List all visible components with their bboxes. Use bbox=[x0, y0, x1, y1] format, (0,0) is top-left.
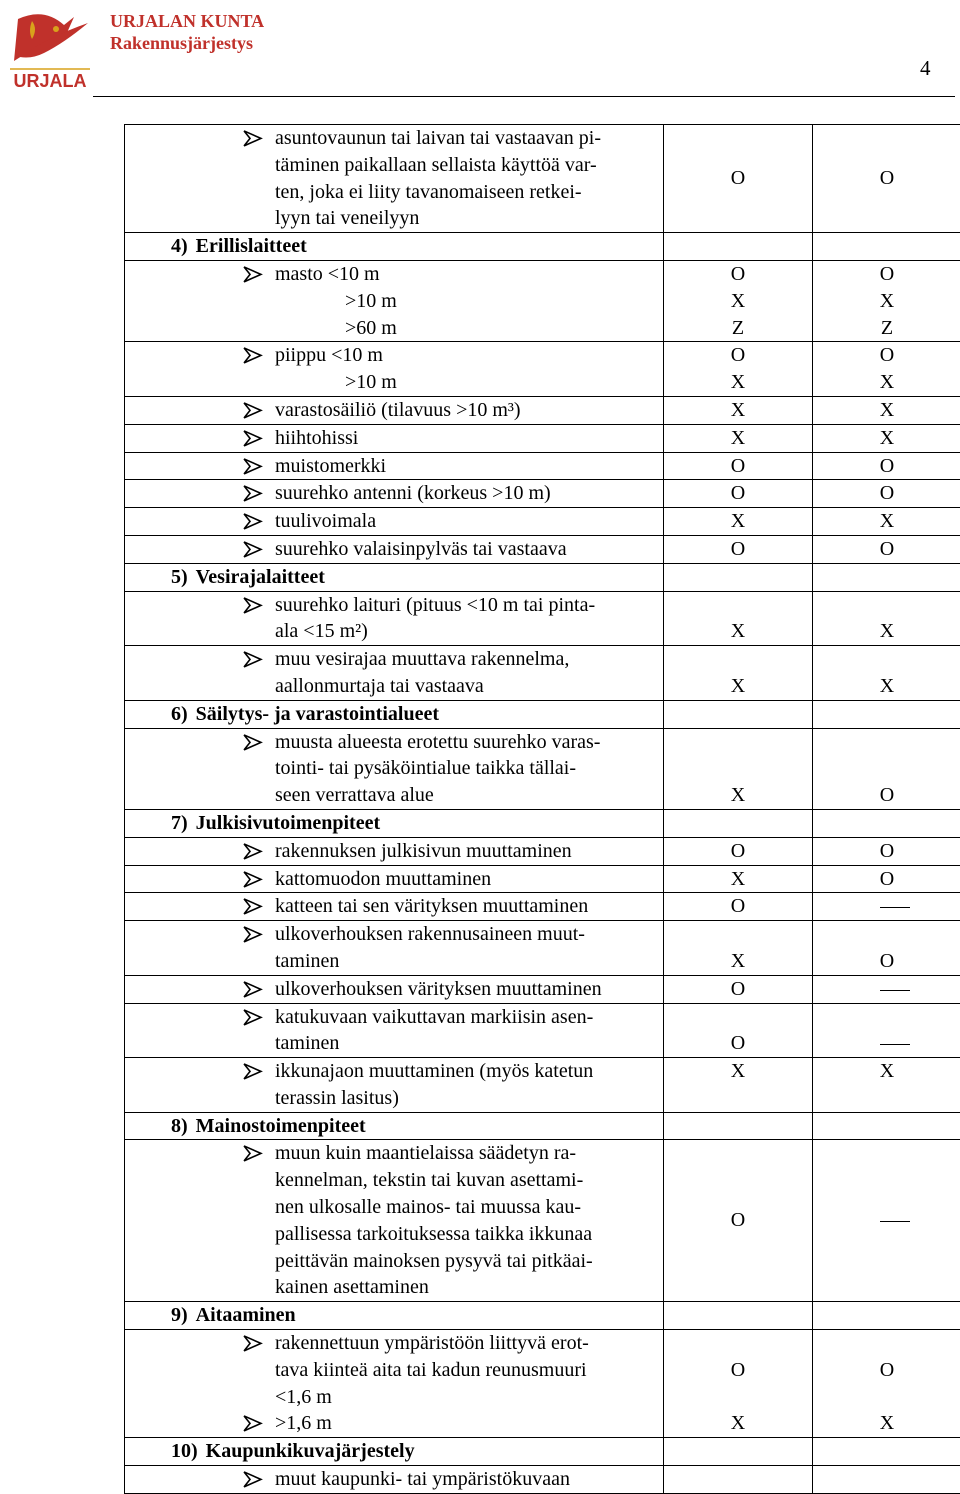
requirement-mark: O bbox=[813, 1357, 960, 1384]
item-cell bbox=[125, 646, 664, 701]
section-cell bbox=[125, 1112, 664, 1140]
requirement-cell-a bbox=[664, 893, 813, 921]
requirement-mark: X bbox=[813, 397, 960, 424]
requirement-cell-b bbox=[813, 728, 960, 809]
list-item bbox=[125, 838, 663, 865]
item-text-line: taminen bbox=[275, 1030, 663, 1057]
requirement-mark: Z bbox=[813, 315, 960, 342]
list-item bbox=[125, 976, 663, 1003]
item-row bbox=[125, 975, 960, 1003]
page-header bbox=[0, 0, 960, 98]
item-sub-line: >60 m bbox=[125, 315, 663, 342]
requirement-mark: X bbox=[664, 673, 812, 700]
requirement-cell-b bbox=[813, 1466, 960, 1494]
item-sub-line: >10 m bbox=[125, 369, 663, 396]
requirement-mark: O bbox=[813, 838, 960, 865]
section-heading bbox=[125, 701, 663, 728]
section-row bbox=[125, 1112, 960, 1140]
requirement-cell-b bbox=[813, 342, 960, 397]
requirement-mark: O bbox=[813, 261, 960, 288]
section-heading bbox=[125, 1302, 663, 1329]
header-divider bbox=[93, 96, 955, 97]
requirement-cell-a bbox=[664, 1140, 813, 1302]
requirement-mark: O bbox=[813, 165, 960, 192]
requirement-cell-b bbox=[813, 1058, 960, 1113]
item-cell bbox=[125, 508, 664, 536]
bullet-arrow-icon bbox=[242, 508, 264, 535]
item-text-line: hiihtohissi bbox=[275, 425, 663, 452]
requirement-mark: X bbox=[664, 369, 812, 396]
page-number: 4 bbox=[920, 56, 931, 81]
section-number: 6) bbox=[171, 703, 188, 725]
empty-cell bbox=[664, 1112, 813, 1140]
requirement-mark: X bbox=[664, 508, 812, 535]
section-title: Aitaaminen bbox=[196, 1304, 296, 1326]
bullet-arrow-icon bbox=[242, 453, 264, 480]
list-item bbox=[125, 866, 663, 893]
item-row bbox=[125, 396, 960, 424]
item-text-line: suurehko valaisinpylväs tai vastaava bbox=[275, 536, 663, 563]
list-item bbox=[125, 261, 663, 288]
bullet-arrow-icon bbox=[242, 1330, 264, 1357]
requirement-mark: X bbox=[813, 425, 960, 452]
item-cell bbox=[125, 260, 664, 341]
item-text-line: masto <10 m bbox=[275, 261, 663, 288]
item-text-line: ulkoverhouksen värityksen muuttaminen bbox=[275, 976, 663, 1003]
requirement-mark: O bbox=[813, 948, 960, 975]
item-cell bbox=[125, 1003, 664, 1058]
requirement-cell-a bbox=[664, 1466, 813, 1494]
requirement-mark: X bbox=[813, 618, 960, 645]
section-number: 4) bbox=[171, 235, 188, 257]
bullet-arrow-icon bbox=[242, 866, 264, 893]
not-required-dash bbox=[813, 976, 960, 1003]
item-cell bbox=[125, 1140, 664, 1302]
requirement-mark: O bbox=[664, 1207, 812, 1234]
list-item bbox=[125, 592, 663, 646]
item-row bbox=[125, 921, 960, 976]
section-title: Vesirajalaitteet bbox=[196, 566, 325, 588]
dash-mark bbox=[880, 1221, 910, 1222]
bullet-arrow-icon bbox=[242, 592, 264, 619]
section-heading bbox=[125, 233, 663, 260]
item-text-line: nen ulkosalle mainos- tai muussa kau- bbox=[275, 1194, 663, 1221]
requirement-cell-a bbox=[664, 591, 813, 646]
requirement-cell-b bbox=[813, 1140, 960, 1302]
requirement-cell-a bbox=[664, 452, 813, 480]
item-cell bbox=[125, 396, 664, 424]
requirement-mark: X bbox=[664, 782, 812, 809]
empty-cell bbox=[813, 700, 960, 728]
item-sub-line: >10 m bbox=[125, 288, 663, 315]
requirement-cell-a bbox=[664, 1330, 813, 1438]
empty-cell bbox=[813, 1438, 960, 1466]
item-row bbox=[125, 646, 960, 701]
empty-cell bbox=[813, 563, 960, 591]
item-text-line: seen verrattava alue bbox=[275, 782, 663, 809]
item-row bbox=[125, 837, 960, 865]
requirement-mark: Z bbox=[664, 315, 812, 342]
item-text-line: ikkunajaon muuttaminen (myös katetun bbox=[275, 1058, 663, 1085]
item-text-line: ala <15 m²) bbox=[275, 618, 663, 645]
requirement-cell-b bbox=[813, 424, 960, 452]
item-text-line: pallisessa tarkoituksessa taikka ikkunaa bbox=[275, 1221, 663, 1248]
bullet-arrow-icon bbox=[242, 976, 264, 1003]
requirement-cell-b bbox=[813, 452, 960, 480]
list-item bbox=[125, 646, 663, 700]
section-number: 5) bbox=[171, 566, 188, 588]
empty-cell bbox=[664, 1302, 813, 1330]
requirement-cell-b bbox=[813, 1003, 960, 1058]
bullet-arrow-icon bbox=[242, 125, 264, 152]
section-title: Kaupunkikuvajärjestely bbox=[206, 1440, 415, 1462]
requirement-mark: O bbox=[664, 165, 812, 192]
bullet-arrow-icon bbox=[242, 1140, 264, 1167]
list-item bbox=[125, 1140, 663, 1301]
item-text-line: katteen tai sen värityksen muuttaminen bbox=[275, 893, 663, 920]
empty-cell bbox=[664, 700, 813, 728]
section-row bbox=[125, 233, 960, 261]
not-required-dash bbox=[813, 1030, 960, 1057]
item-row bbox=[125, 893, 960, 921]
requirement-cell-b bbox=[813, 535, 960, 563]
requirement-mark: O bbox=[813, 536, 960, 563]
requirement-cell-b bbox=[813, 921, 960, 976]
item-text-line: aallonmurtaja tai vastaava bbox=[275, 673, 663, 700]
item-row bbox=[125, 1330, 960, 1438]
bullet-arrow-icon bbox=[242, 921, 264, 948]
item-text-line: ulkoverhouksen rakennusaineen muut- bbox=[275, 921, 663, 948]
requirement-mark: O bbox=[813, 480, 960, 507]
requirement-mark: X bbox=[664, 288, 812, 315]
item-cell bbox=[125, 591, 664, 646]
requirement-mark: O bbox=[664, 536, 812, 563]
item-cell bbox=[125, 342, 664, 397]
requirement-cell-b bbox=[813, 591, 960, 646]
list-item bbox=[125, 125, 663, 232]
list-item bbox=[125, 729, 663, 809]
section-heading bbox=[125, 564, 663, 591]
list-item bbox=[125, 397, 663, 424]
item-text-line: >1,6 m bbox=[275, 1410, 663, 1437]
list-item bbox=[125, 1330, 663, 1410]
item-text-line: rakennuksen julkisivun muuttaminen bbox=[275, 838, 663, 865]
item-cell bbox=[125, 480, 664, 508]
section-title: Säilytys- ja varastointialueet bbox=[196, 703, 439, 725]
org-name: URJALAN KUNTA bbox=[110, 10, 264, 32]
requirement-cell-b bbox=[813, 975, 960, 1003]
item-row bbox=[125, 728, 960, 809]
requirement-mark: O bbox=[664, 261, 812, 288]
empty-cell bbox=[813, 233, 960, 261]
requirement-cell-a bbox=[664, 424, 813, 452]
item-cell bbox=[125, 452, 664, 480]
list-item bbox=[125, 342, 663, 369]
requirement-mark: X bbox=[813, 288, 960, 315]
item-cell bbox=[125, 1466, 664, 1494]
empty-cell bbox=[664, 1438, 813, 1466]
item-text-line: kattomuodon muuttaminen bbox=[275, 866, 663, 893]
section-cell bbox=[125, 1438, 664, 1466]
list-item bbox=[125, 508, 663, 535]
item-text-line: kennelman, tekstin tai kuvan asettami- bbox=[275, 1167, 663, 1194]
list-item bbox=[125, 425, 663, 452]
item-text-line: muu vesirajaa muuttava rakennelma, bbox=[275, 646, 663, 673]
item-text-line: muusta alueesta erotettu suurehko varas- bbox=[275, 729, 663, 756]
section-title: Mainostoimenpiteet bbox=[196, 1115, 366, 1137]
item-row bbox=[125, 591, 960, 646]
section-cell bbox=[125, 700, 664, 728]
section-heading bbox=[125, 1438, 663, 1465]
requirement-cell-b bbox=[813, 260, 960, 341]
requirement-mark: O bbox=[664, 453, 812, 480]
item-text-line: katukuvaan vaikuttavan markiisin asen- bbox=[275, 1004, 663, 1031]
bullet-arrow-icon bbox=[242, 1004, 264, 1031]
requirement-cell-a bbox=[664, 837, 813, 865]
requirement-mark: X bbox=[813, 1410, 960, 1437]
list-item bbox=[125, 536, 663, 563]
empty-cell bbox=[664, 233, 813, 261]
list-item bbox=[125, 1410, 663, 1437]
section-number: 8) bbox=[171, 1115, 188, 1137]
item-cell bbox=[125, 125, 664, 233]
requirement-mark: O bbox=[664, 838, 812, 865]
bullet-arrow-icon bbox=[242, 397, 264, 424]
item-text-line: suurehko laituri (pituus <10 m tai pinta- bbox=[275, 592, 663, 619]
not-required-dash bbox=[813, 893, 960, 920]
requirement-mark: X bbox=[813, 1058, 960, 1085]
item-cell bbox=[125, 921, 664, 976]
item-text-line: ten, joka ei liity tavanomaiseen retkei- bbox=[275, 179, 663, 206]
section-cell bbox=[125, 1302, 664, 1330]
requirement-mark: O bbox=[813, 782, 960, 809]
item-cell bbox=[125, 1058, 664, 1113]
item-text-line: tava kiinteä aita tai kadun reunusmuuri bbox=[275, 1357, 663, 1384]
empty-cell bbox=[813, 809, 960, 837]
requirement-cell-b bbox=[813, 1330, 960, 1438]
requirement-cell-a bbox=[664, 125, 813, 233]
requirement-mark: X bbox=[813, 673, 960, 700]
requirement-mark: X bbox=[664, 948, 812, 975]
logo-text: URJALA bbox=[13, 71, 86, 91]
requirement-mark: O bbox=[664, 1030, 812, 1057]
bullet-arrow-icon bbox=[242, 342, 264, 369]
item-row bbox=[125, 1466, 960, 1494]
item-text-line: <1,6 m bbox=[275, 1384, 663, 1411]
empty-cell bbox=[813, 1302, 960, 1330]
list-item bbox=[125, 480, 663, 507]
requirement-cell-b bbox=[813, 837, 960, 865]
requirement-cell-a bbox=[664, 728, 813, 809]
requirement-mark: O bbox=[813, 342, 960, 369]
item-cell bbox=[125, 865, 664, 893]
item-text-line: muistomerkki bbox=[275, 453, 663, 480]
bullet-arrow-icon bbox=[242, 480, 264, 507]
item-cell bbox=[125, 424, 664, 452]
section-row bbox=[125, 1438, 960, 1466]
item-text-line: varastosäiliö (tilavuus >10 m³) bbox=[275, 397, 663, 424]
item-row bbox=[125, 480, 960, 508]
section-number: 9) bbox=[171, 1304, 188, 1326]
item-row bbox=[125, 424, 960, 452]
section-cell bbox=[125, 563, 664, 591]
requirement-mark: O bbox=[664, 1357, 812, 1384]
list-item bbox=[125, 1058, 663, 1112]
bullet-arrow-icon bbox=[242, 1466, 264, 1493]
requirement-cell-a bbox=[664, 342, 813, 397]
requirement-mark: X bbox=[664, 1410, 812, 1437]
requirement-cell-b bbox=[813, 396, 960, 424]
requirement-cell-a bbox=[664, 646, 813, 701]
bullet-arrow-icon bbox=[242, 646, 264, 673]
item-cell bbox=[125, 893, 664, 921]
bullet-arrow-icon bbox=[242, 261, 264, 288]
dash-mark bbox=[880, 990, 910, 991]
section-row bbox=[125, 563, 960, 591]
requirement-mark: X bbox=[664, 866, 812, 893]
item-text-line: rakennettuun ympäristöön liittyvä erot- bbox=[275, 1330, 663, 1357]
requirement-cell-a bbox=[664, 396, 813, 424]
requirement-cell-a bbox=[664, 508, 813, 536]
item-cell bbox=[125, 837, 664, 865]
requirement-cell-b bbox=[813, 480, 960, 508]
requirement-cell-b bbox=[813, 508, 960, 536]
not-required-dash bbox=[813, 1207, 960, 1234]
empty-cell bbox=[664, 563, 813, 591]
section-number: 7) bbox=[171, 812, 188, 834]
item-cell bbox=[125, 728, 664, 809]
item-row bbox=[125, 260, 960, 341]
requirement-cell-b bbox=[813, 865, 960, 893]
requirement-mark: X bbox=[813, 369, 960, 396]
requirement-mark: O bbox=[664, 893, 812, 920]
item-row bbox=[125, 452, 960, 480]
empty-cell bbox=[664, 809, 813, 837]
list-item bbox=[125, 1466, 663, 1493]
requirement-mark: X bbox=[813, 508, 960, 535]
requirement-cell-a bbox=[664, 921, 813, 976]
item-cell bbox=[125, 1330, 664, 1438]
item-text-line: taminen bbox=[275, 948, 663, 975]
item-text-line: suurehko antenni (korkeus >10 m) bbox=[275, 480, 663, 507]
item-row bbox=[125, 535, 960, 563]
requirement-cell-a bbox=[664, 865, 813, 893]
item-text-line: täminen paikallaan sellaista käyttöä var- bbox=[275, 152, 663, 179]
item-text-line: asuntovaunun tai laivan tai vastaavan pi- bbox=[275, 125, 663, 152]
item-row bbox=[125, 125, 960, 233]
section-heading bbox=[125, 810, 663, 837]
bullet-arrow-icon bbox=[242, 1410, 264, 1437]
list-item bbox=[125, 921, 663, 975]
bullet-arrow-icon bbox=[242, 729, 264, 756]
dash-mark bbox=[880, 907, 910, 908]
requirement-cell-a bbox=[664, 480, 813, 508]
requirement-cell-a bbox=[664, 535, 813, 563]
item-text-line: tuulivoimala bbox=[275, 508, 663, 535]
requirement-cell-a bbox=[664, 260, 813, 341]
item-text-line: peittävän mainoksen pysyvä tai pitkäai- bbox=[275, 1248, 663, 1275]
requirement-mark: X bbox=[664, 618, 812, 645]
requirement-cell-a bbox=[664, 1003, 813, 1058]
bullet-arrow-icon bbox=[242, 893, 264, 920]
item-row bbox=[125, 342, 960, 397]
bullet-arrow-icon bbox=[242, 425, 264, 452]
permit-table bbox=[124, 124, 960, 1494]
section-row bbox=[125, 700, 960, 728]
list-item bbox=[125, 1004, 663, 1058]
requirement-cell-a bbox=[664, 975, 813, 1003]
section-heading bbox=[125, 1113, 663, 1140]
item-row bbox=[125, 865, 960, 893]
section-row bbox=[125, 1302, 960, 1330]
requirement-mark: O bbox=[664, 342, 812, 369]
requirement-cell-b bbox=[813, 646, 960, 701]
requirement-mark: O bbox=[664, 480, 812, 507]
item-cell bbox=[125, 975, 664, 1003]
item-text-line: piippu <10 m bbox=[275, 342, 663, 369]
section-cell bbox=[125, 809, 664, 837]
bullet-arrow-icon bbox=[242, 838, 264, 865]
requirement-mark: O bbox=[813, 866, 960, 893]
item-cell bbox=[125, 535, 664, 563]
item-text-line: kainen asettaminen bbox=[275, 1274, 663, 1301]
section-number: 10) bbox=[171, 1440, 198, 1462]
list-item bbox=[125, 893, 663, 920]
requirement-mark: X bbox=[664, 425, 812, 452]
requirement-mark: O bbox=[813, 453, 960, 480]
requirement-cell-b bbox=[813, 893, 960, 921]
item-text-line: muun kuin maantielaissa säädetyn ra- bbox=[275, 1140, 663, 1167]
section-cell bbox=[125, 233, 664, 261]
organization-block bbox=[110, 10, 264, 54]
requirement-mark: O bbox=[664, 976, 812, 1003]
section-row bbox=[125, 809, 960, 837]
requirement-cell-b bbox=[813, 125, 960, 233]
requirement-mark: X bbox=[664, 1058, 812, 1085]
empty-cell bbox=[813, 1112, 960, 1140]
bullet-arrow-icon bbox=[242, 536, 264, 563]
list-item bbox=[125, 453, 663, 480]
item-text-line: muut kaupunki- tai ympäristökuvaan bbox=[275, 1466, 663, 1493]
item-row bbox=[125, 1003, 960, 1058]
item-row bbox=[125, 508, 960, 536]
item-text-line: lyyn tai veneilyyn bbox=[275, 205, 663, 232]
item-text-line: terassin lasitus) bbox=[275, 1085, 663, 1112]
requirement-mark: X bbox=[664, 397, 812, 424]
urjala-logo bbox=[4, 3, 96, 91]
requirement-cell-a bbox=[664, 1058, 813, 1113]
item-row bbox=[125, 1140, 960, 1302]
dash-mark bbox=[880, 1044, 910, 1045]
item-row bbox=[125, 1058, 960, 1113]
section-title: Julkisivutoimenpiteet bbox=[196, 812, 380, 834]
item-text-line: tointi- tai pysäköintialue taikka tällai- bbox=[275, 755, 663, 782]
section-title: Erillislaitteet bbox=[196, 235, 307, 257]
bullet-arrow-icon bbox=[242, 1058, 264, 1085]
document-title: Rakennusjärjestys bbox=[110, 32, 264, 54]
